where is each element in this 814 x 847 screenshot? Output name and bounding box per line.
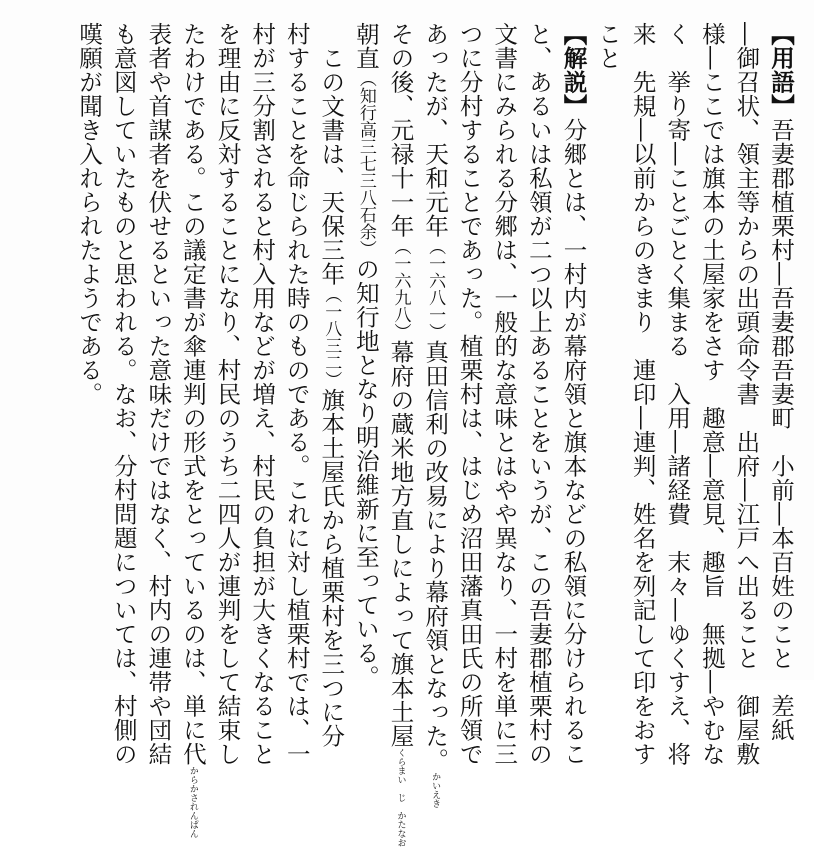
text-column [72,22,107,670]
column-text: たわけである。この議定書が傘連判の形式をとっているのは、単に代 [178,22,207,766]
section-label-commentary: 【解説】 [559,22,588,118]
column-text: 村が三分割されると村入用などが増え、村民の負担が大きくなること [248,22,277,766]
text-column [521,22,556,766]
text-column [383,22,418,847]
column-text: 吾妻郡植栗村―吾妻郡吾妻町 小前―本百姓のこと 差紙 [767,118,795,742]
column-text: 朝直 [351,22,380,70]
year-note: （一六九八） [390,238,411,340]
column-text: 旗本土屋氏から植栗村を三つに分 [317,388,346,748]
text-column [314,22,349,748]
text-column [625,22,660,766]
text-column [660,22,695,766]
text-column [175,22,210,838]
column-text: も意図していたものと思われる。なお、分村問題については、村側の [109,22,138,766]
column-text: く 挙り寄―ことごとく集まる 入用―諸経費 末々―ゆくすえ、将 [663,22,692,766]
text-column [729,22,764,766]
text-column [141,22,176,766]
column-text: つに分村することであった。植栗村は、はじめ沼田藩真田氏の所領で [455,22,484,766]
column-text: 嘆願が聞き入れられたようである。 [75,22,104,406]
column-text: ―御召状、領主等からの出頭命令書 出府―江戸へ出ること 御屋敷 [732,22,761,766]
text-column [487,22,522,766]
text-column [694,22,729,766]
text-column [556,22,591,766]
column-text: を理由に反対することになり、村民のうち二四人が連判をして結束し [213,22,242,766]
column-text: 分郷とは、一村内が幕府領と旗本などの私領に分けられるこ [559,118,588,766]
text-column [279,22,314,766]
column-text: と、あるいは私領が二つ以上あることをいうが、この吾妻郡植栗村の [524,22,553,766]
section-label-terms: 【用語】 [767,22,795,118]
stipend-note: （知行高三七三八石余） [355,70,376,257]
column-text: 真田信利の改易により幕府領となった。 [421,340,450,772]
text-column [210,22,245,766]
ruby-reading: くらまい じ かたなお [395,748,406,847]
column-text: その後、元禄十一年 [386,22,415,238]
column-text: この文書は、天保三年 [317,22,346,286]
vertical-text-block [72,22,798,847]
text-column [452,22,487,766]
column-text: 村することを命じられた時のものである。これに対し植栗村では、一 [282,22,311,766]
text-column [763,22,798,742]
column-text: こと [594,22,623,70]
column-text: の知行地となり明治維新に至っている。 [351,257,380,689]
text-column [106,22,141,766]
column-text: あったが、天和元年 [421,22,450,238]
column-text: 文書にみられる分郷は、一般的な意味とはやや異なり、一村を単に三 [490,22,519,766]
text-column [590,22,625,670]
year-note: （一八三二） [321,286,342,388]
text-column [417,22,452,808]
text-column [348,22,383,689]
column-text: 幕府の蔵米地方直しによって旗本土屋 [386,340,415,748]
text-column [245,22,280,766]
column-text: 来 先規―以前からのきまり 連印―連判、姓名を列記して印をおす [628,22,657,766]
ruby-reading: からかされんぱん [187,766,198,838]
column-text: 様―ここでは旗本の土屋家をさす 趣意―意見、趣旨 無拠―やむな [697,22,726,766]
year-note: （一六八一） [425,238,446,340]
ruby-reading: かいえき [430,772,441,808]
column-text: 表者や首謀者を伏せるといった意味だけではなく、村内の連帯や団結 [144,22,173,766]
